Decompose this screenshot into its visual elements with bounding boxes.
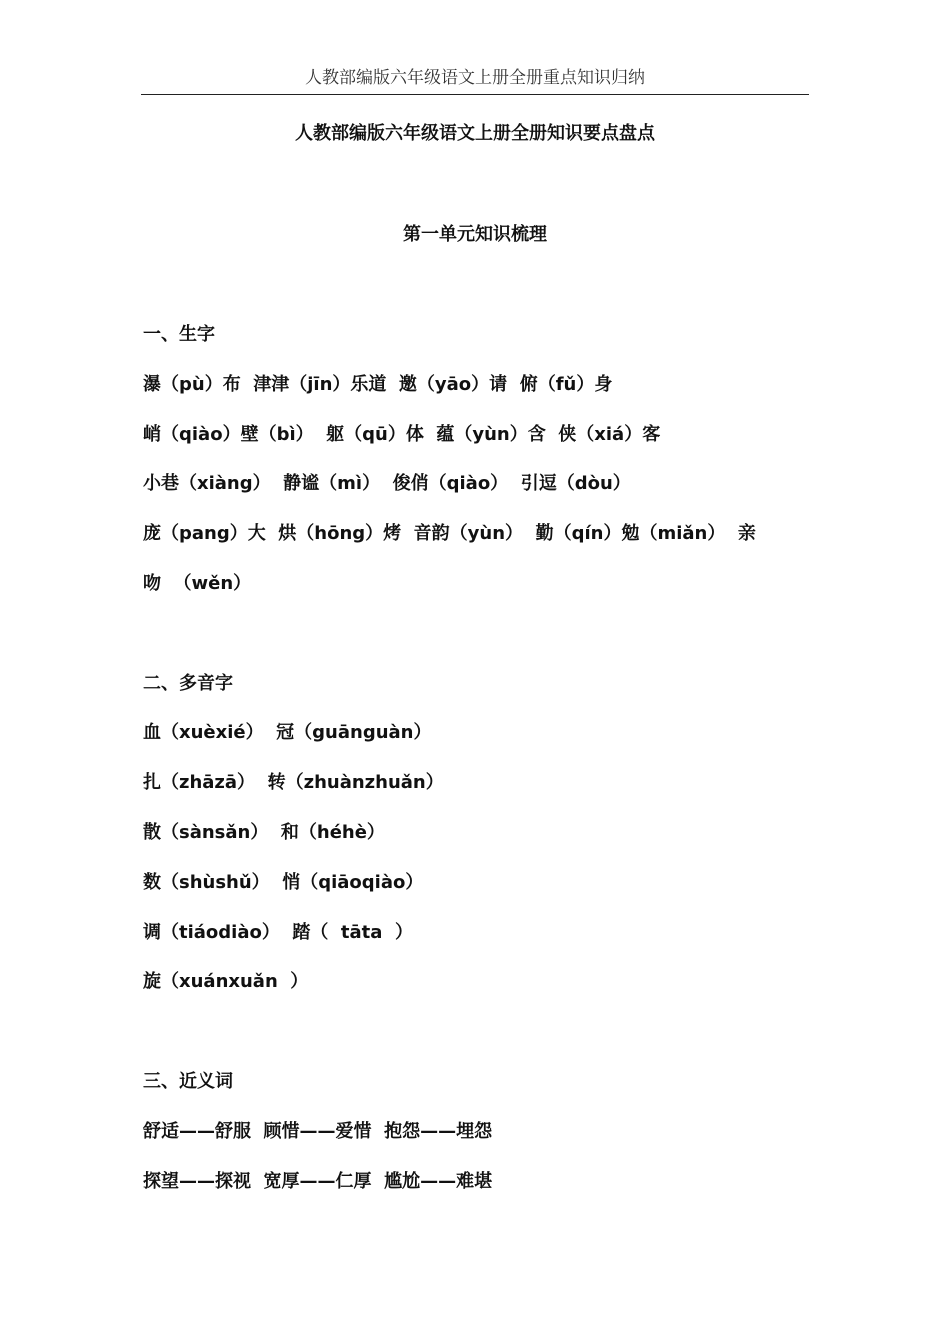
section-heading: 一、生字 <box>143 324 215 345</box>
text-line: 庞（pang）大 烘（hōng）烤 音韵（yùn） 勤（qín）勉（miǎn） 亲 <box>143 523 756 545</box>
text-line: 扎（zhāzā） 转（zhuànzhuǎn） <box>143 772 444 794</box>
text-line: 舒适——舒服 顾惜——爱惜 抱怨——埋怨 <box>143 1120 493 1142</box>
section-heading: 二、多音字 <box>143 672 233 694</box>
text-line: 瀑（pù）布 津津（jīn）乐道 邀（yāo）请 俯（fǔ）身 <box>143 373 613 395</box>
text-line: 调（tiáodiào） 踏（ tāta ） <box>143 921 413 943</box>
section-polyphones <box>143 671 811 1020</box>
text-line: 探望——探视 宽厚——仁厚 尴尬——难堪 <box>143 1170 493 1192</box>
section-synonyms <box>143 1069 811 1218</box>
text-line: 散（sànsǎn） 和（héhè） <box>143 821 385 843</box>
text-line: 峭（qiào）壁（bì） 躯（qū）体 蕴（yùn）含 侠（xiá）客 <box>143 423 661 445</box>
unit-title: 第一单元知识梳理 <box>403 224 547 245</box>
header-divider <box>141 94 809 95</box>
running-header: 人教部编版六年级语文上册全册重点知识归纳 <box>305 68 645 88</box>
text-line: 吻 （wěn） <box>143 572 252 594</box>
section-new-characters <box>143 322 811 621</box>
text-line: 旋（xuánxuǎn ） <box>143 971 309 993</box>
section-heading: 三、近义词 <box>143 1070 233 1092</box>
document-body <box>143 322 811 1218</box>
text-line: 血（xuèxié） 冠（guānguàn） <box>143 722 432 744</box>
spacer <box>143 1019 811 1069</box>
text-line: 小巷（xiàng） 静谧（mì） 俊俏（qiào） 引逗（dòu） <box>143 473 631 495</box>
spacer <box>143 621 811 671</box>
text-line: 数（shùshǔ） 悄（qiāoqiào） <box>143 871 424 893</box>
document-title: 人教部编版六年级语文上册全册知识要点盘点 <box>295 123 655 144</box>
